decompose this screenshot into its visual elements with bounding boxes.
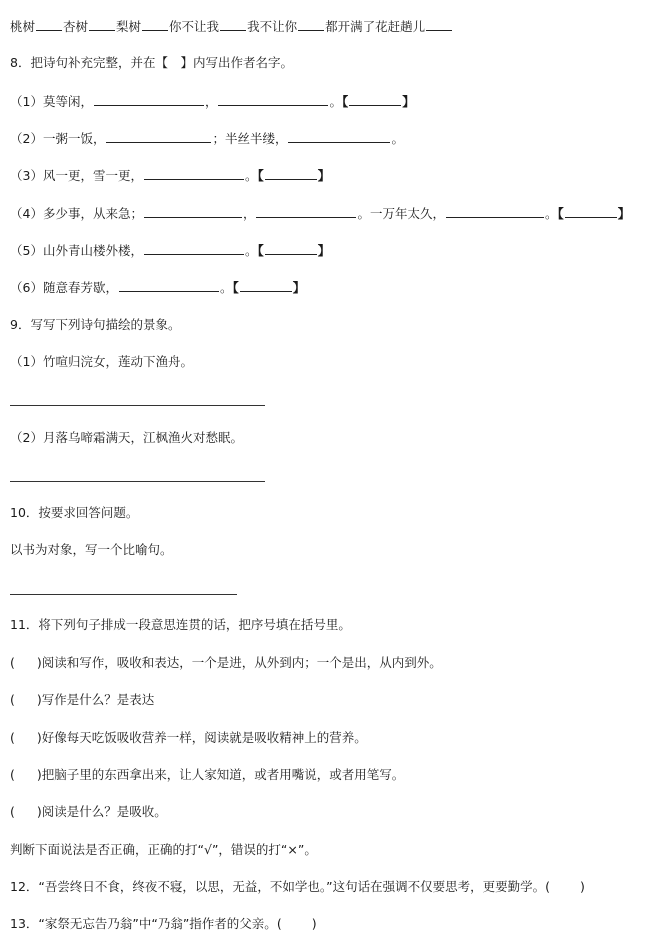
order-paren-open: ( — [10, 730, 15, 745]
fill-blank[interactable] — [89, 18, 115, 31]
word: 梨树 — [116, 19, 142, 34]
q11-item — [10, 655, 442, 671]
sentence-text: 好像每天吃饭吸收营养一样，阅读就是吸收精神上的营养。 — [41, 730, 367, 745]
fill-blank[interactable] — [446, 205, 544, 218]
q7-tail-line — [10, 18, 453, 35]
answer-line[interactable] — [10, 405, 265, 406]
item-text: （5）山外青山楼外楼， — [10, 243, 143, 258]
item-text: 。 — [244, 243, 258, 258]
order-paren-open: ( — [10, 692, 15, 707]
item-text: ；半丝半缕， — [212, 131, 288, 146]
sentence-text: 把脑子里的东西拿出来，让人家知道，或者用嘴说，或者用笔写。 — [41, 767, 405, 782]
fill-blank[interactable] — [94, 93, 204, 106]
author-blank[interactable] — [265, 242, 317, 255]
author-blank[interactable] — [265, 167, 317, 180]
bracket-open: 【 — [257, 168, 264, 183]
bracket-close: 】 — [317, 168, 331, 183]
q9-title: 9．写写下列诗句描绘的景象。 — [10, 317, 181, 332]
item-text: （4）多少事，从来急； — [10, 206, 143, 221]
item-text: 。 — [219, 280, 233, 295]
q8-item-3 — [10, 167, 330, 184]
item-text: ， — [204, 94, 218, 109]
bracket-open: 【 — [232, 280, 239, 295]
bracket-close: 】 — [317, 243, 331, 258]
order-paren-close: ) — [36, 804, 42, 819]
fill-blank[interactable] — [144, 242, 244, 255]
item-text: （2）一粥一饭， — [10, 131, 106, 146]
fill-blank[interactable] — [144, 167, 244, 180]
judge-title: 判断下面说法是否正确，正确的打“√”，错误的打“×”。 — [10, 842, 317, 857]
q8-item-5 — [10, 242, 330, 259]
fill-blank[interactable] — [106, 130, 211, 143]
fill-blank[interactable] — [426, 18, 452, 31]
q8-item-1 — [10, 93, 415, 110]
item-text: 。一万年太久， — [357, 206, 445, 221]
sentence-text: 阅读是什么？是吸收。 — [41, 804, 167, 819]
word: 杏树 — [63, 19, 89, 34]
word: 你不让我 — [169, 19, 220, 34]
item-text: 。 — [329, 94, 342, 109]
fill-blank[interactable] — [256, 205, 356, 218]
bracket-close: 】 — [402, 94, 415, 109]
author-blank[interactable] — [349, 93, 401, 106]
author-blank[interactable] — [240, 279, 292, 292]
fill-blank[interactable] — [144, 205, 242, 218]
author-blank[interactable] — [565, 205, 617, 218]
bracket-close: 】 — [617, 206, 631, 221]
word: 桃树 — [10, 19, 36, 34]
fill-blank[interactable] — [119, 279, 219, 292]
answer-paren-close: ) — [311, 916, 317, 931]
item-text: （3）风一更，雪一更， — [10, 168, 143, 183]
q9-item-1: （1）竹喧归浣女，莲动下渔舟。 — [10, 354, 193, 369]
sentence-text: 阅读和写作，吸收和表达，一个是进，从外到内；一个是出，从内到外。 — [41, 655, 442, 670]
item-text: （6）随意春芳歇， — [10, 280, 118, 295]
fill-blank[interactable] — [142, 18, 168, 31]
q8-item-4 — [10, 205, 630, 222]
fill-blank[interactable] — [36, 18, 62, 31]
sentence-text: 写作是什么？是表达 — [41, 692, 155, 707]
q11-item — [10, 730, 367, 746]
order-paren-open: ( — [10, 804, 15, 819]
order-paren-close: ) — [36, 767, 42, 782]
q11-title: 11．将下列句子排成一段意思连贯的话，把序号填在括号里。 — [10, 617, 351, 632]
q12-line — [10, 879, 585, 895]
bracket-open: 【 — [342, 94, 349, 109]
q13-line — [10, 916, 317, 932]
q10-title: 10．按要求回答问题。 — [10, 505, 139, 520]
order-paren-close: ) — [36, 730, 42, 745]
q13-text: 13．“家祭无忘告乃翁”中“乃翁”指作者的父亲。 — [10, 916, 277, 931]
item-text: （1）莫等闲， — [10, 94, 93, 109]
order-paren-open: ( — [10, 767, 15, 782]
q11-item — [10, 692, 154, 708]
bracket-open: 【 — [257, 243, 264, 258]
item-text: 。 — [545, 206, 558, 221]
fill-blank[interactable] — [298, 18, 324, 31]
order-paren-close: ) — [36, 655, 42, 670]
order-paren-open: ( — [10, 655, 15, 670]
q8-title: 8．把诗句补充完整，并在【 】内写出作者名字。 — [10, 55, 293, 70]
q11-item — [10, 804, 167, 820]
fill-blank[interactable] — [288, 130, 390, 143]
q12-text: 12．“吾尝终日不食，终夜不寝，以思，无益，不如学也。”这句话在强调不仅要思考，更要勤学。 — [10, 879, 546, 894]
answer-paren-open: ( — [276, 916, 282, 931]
order-paren-close: ) — [36, 692, 42, 707]
bracket-open: 【 — [557, 206, 564, 221]
q11-item — [10, 767, 404, 783]
q10-prompt: 以书为对象，写一个比喻句。 — [10, 542, 173, 557]
word: 都开满了花赶趟儿 — [325, 19, 426, 34]
item-text: 。 — [244, 168, 258, 183]
bracket-close: 】 — [292, 280, 306, 295]
answer-paren-open: ( — [545, 879, 550, 894]
item-text: ， — [242, 206, 256, 221]
q9-item-2: （2）月落乌啼霜满天，江枫渔火对愁眠。 — [10, 430, 243, 445]
word: 我不让你 — [247, 19, 298, 34]
answer-paren-close: ) — [580, 879, 585, 894]
fill-blank[interactable] — [220, 18, 246, 31]
answer-line[interactable] — [10, 481, 265, 482]
answer-line[interactable] — [10, 594, 237, 595]
q8-item-2 — [10, 130, 404, 147]
fill-blank[interactable] — [218, 93, 328, 106]
q8-item-6 — [10, 279, 305, 296]
item-text: 。 — [391, 131, 404, 146]
